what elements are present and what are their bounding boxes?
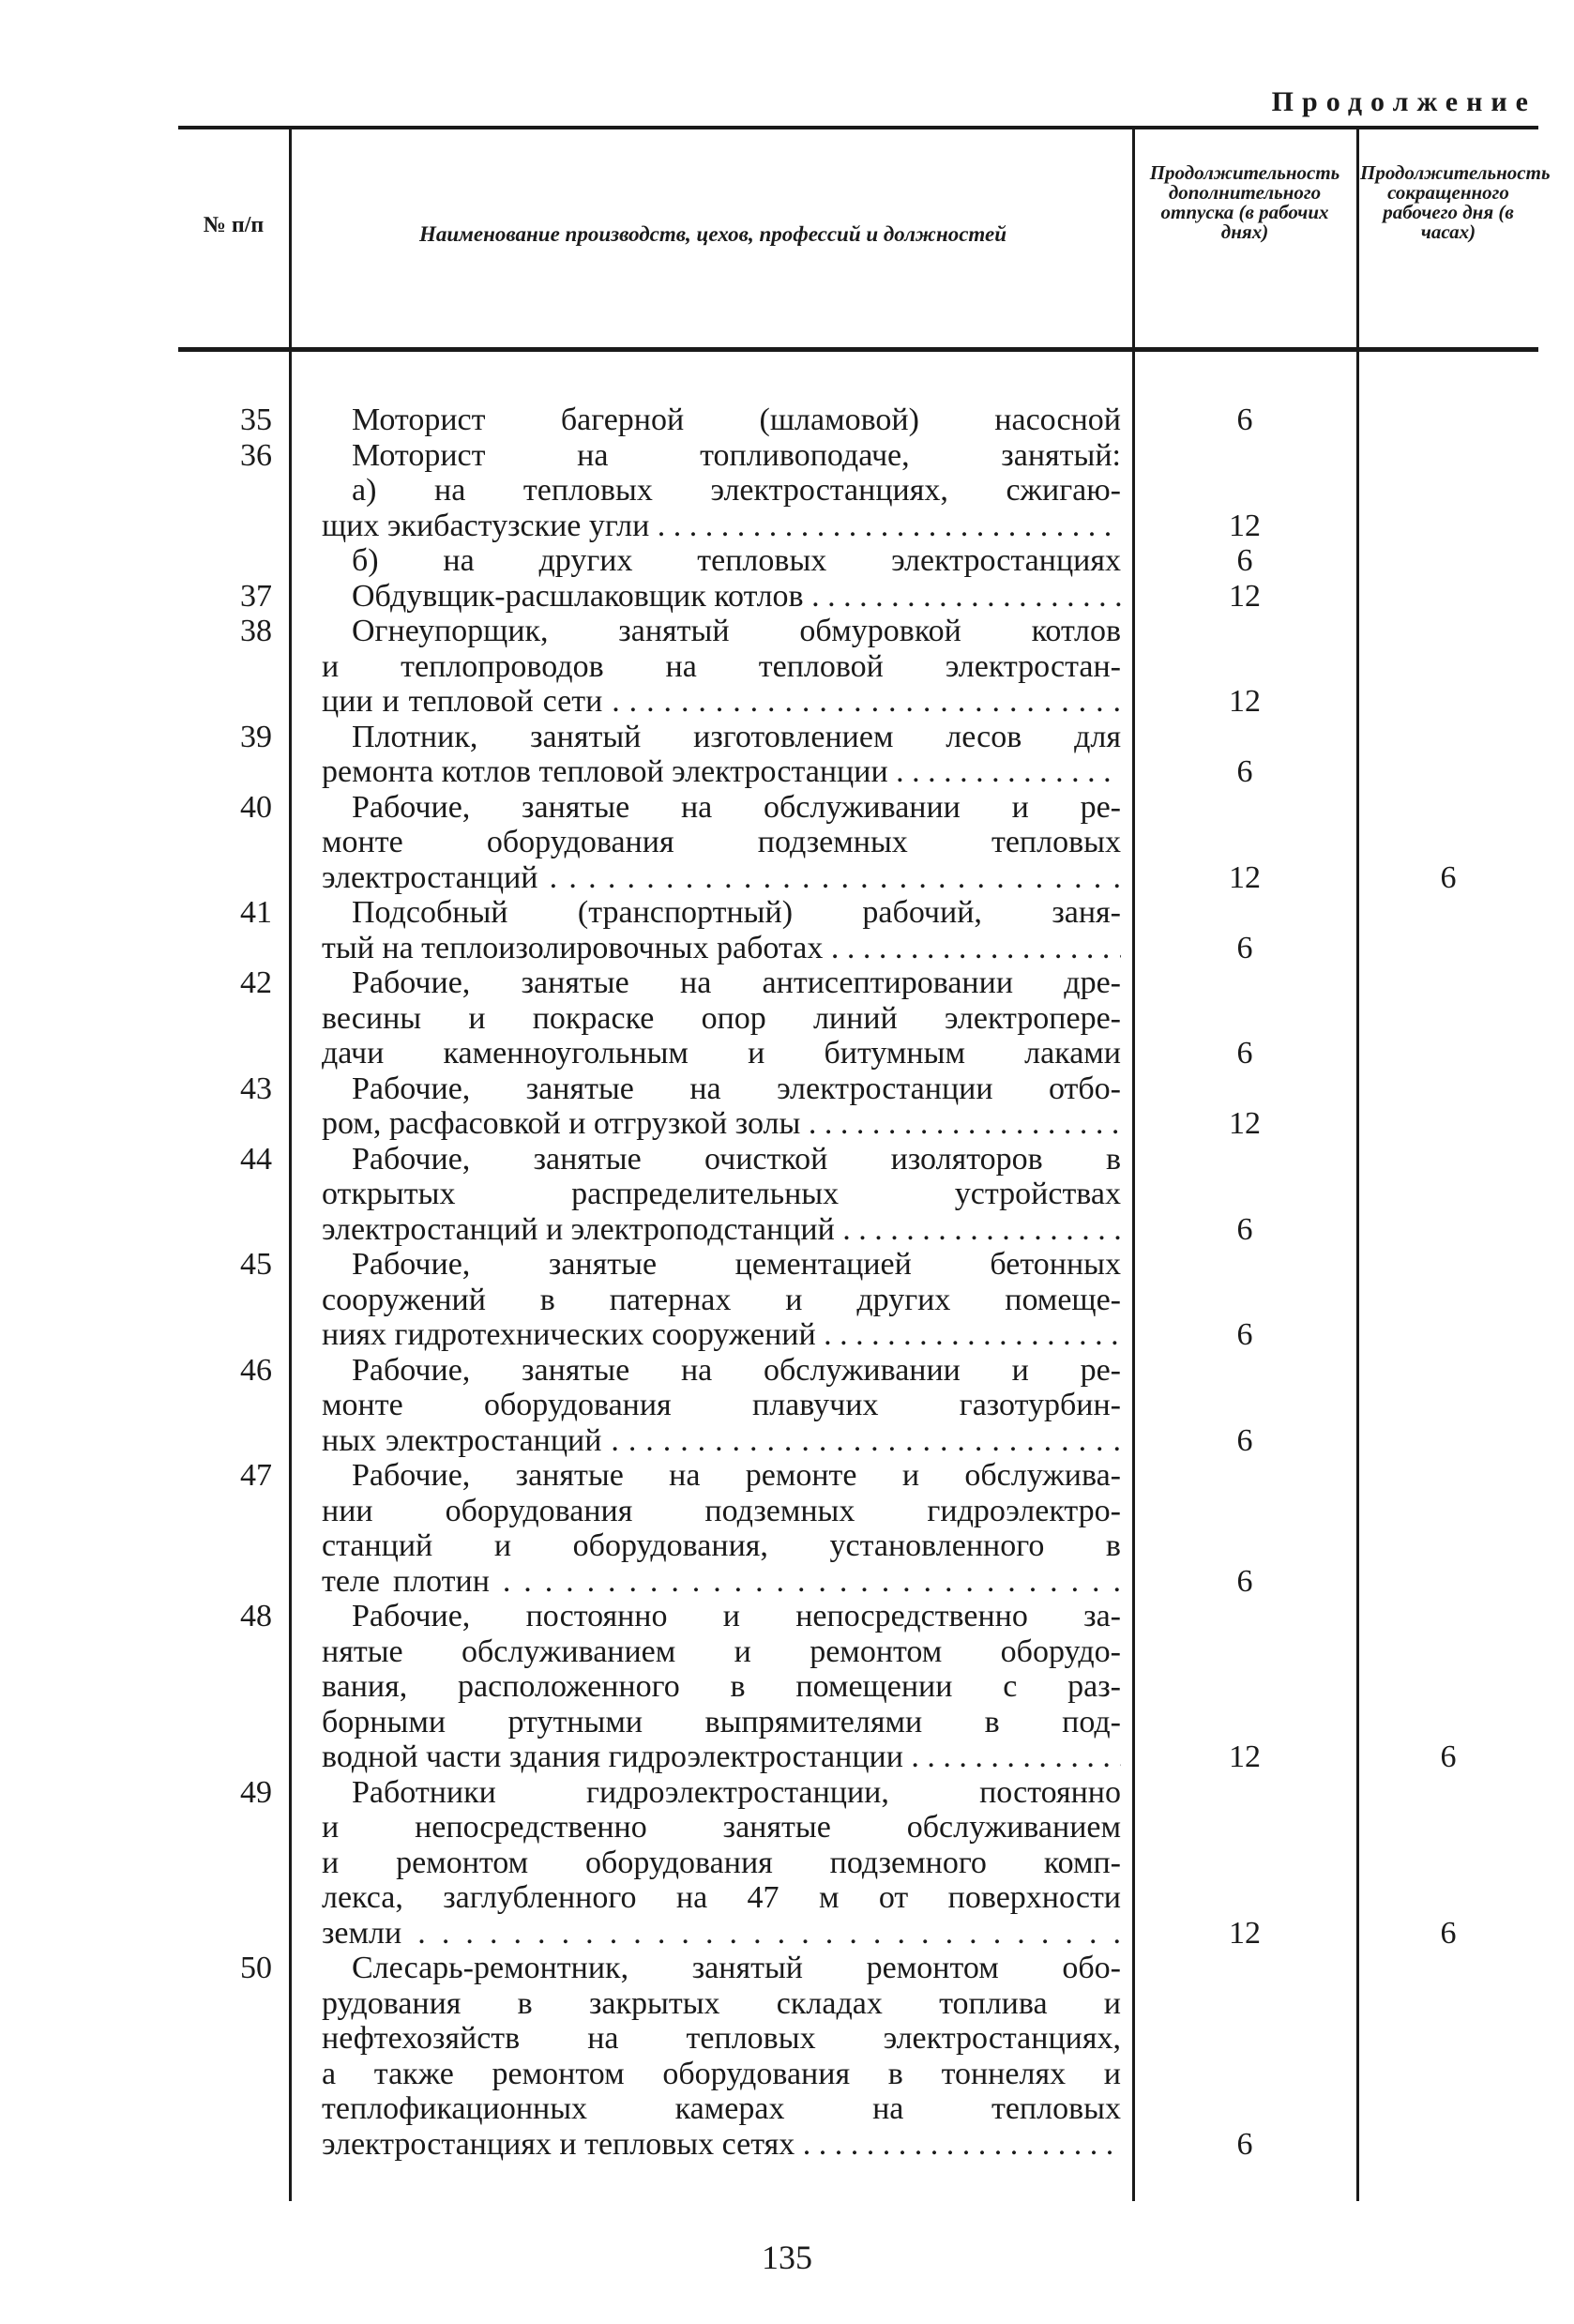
page-number: 135 bbox=[762, 2239, 812, 2276]
additional-leave-days: 12 bbox=[1229, 578, 1261, 614]
header-additional-leave: Продолжительность дополнительного отпуска (в рабочих днях) bbox=[1149, 161, 1340, 243]
additional-leave-days: 12 bbox=[1229, 1915, 1261, 1951]
row-description bbox=[322, 579, 1121, 615]
row-text-line: вания, расположенного в помещении с раз- bbox=[322, 1669, 1121, 1704]
table-row bbox=[0, 1247, 1574, 1353]
row-description bbox=[322, 895, 1121, 965]
table-row bbox=[0, 1142, 1574, 1248]
table-row bbox=[0, 1071, 1574, 1142]
row-text-line: сооружений в патернах и других помеще- bbox=[322, 1282, 1121, 1317]
row-number: 40 bbox=[240, 789, 272, 825]
row-text-line: Моторист багерной (шламовой) насосной bbox=[352, 403, 1121, 437]
row-text-line: ром, расфасовкой и отгрузкой золы . . . bbox=[322, 1106, 1121, 1142]
table-row bbox=[0, 1775, 1574, 1952]
row-text-line: Рабочие, занятые на обслуживании и ре- bbox=[352, 1352, 1121, 1388]
row-description bbox=[322, 1458, 1121, 1599]
row-text-line: электростанциях и тепловых сетях . . . bbox=[322, 2127, 1121, 2163]
shortened-day-hours: 6 bbox=[1440, 859, 1457, 895]
row-text-line: Рабочие, занятые на ремонте и обслужива- bbox=[352, 1458, 1121, 1493]
row-text-line: монте оборудования подземных тепловых bbox=[322, 825, 1121, 859]
row-text-line: и теплопроводов на тепловой электростан- bbox=[322, 648, 1121, 684]
row-text-line: теплофикационных камерах на тепловых bbox=[322, 2091, 1121, 2126]
row-number: 37 bbox=[240, 578, 272, 614]
additional-leave-days: 6 bbox=[1236, 403, 1253, 437]
row-text-line: Рабочие, занятые очисткой изоляторов в bbox=[352, 1141, 1121, 1177]
row-text-line: ремонта котлов тепловой электростанции . . . bbox=[322, 754, 1121, 790]
row-description bbox=[322, 1353, 1121, 1459]
row-text-line: нефтехозяйств на тепловых электростанциях, bbox=[322, 2021, 1121, 2056]
row-text-line: Подсобный (транспортный) рабочий, заня- bbox=[352, 895, 1121, 930]
table-row bbox=[0, 473, 1574, 543]
row-text-line: Рабочие, постоянно и непосредственно за- bbox=[352, 1599, 1121, 1633]
row-description bbox=[322, 614, 1121, 720]
row-text-line: нятые обслуживанием и ремонтом оборудо- bbox=[322, 1633, 1121, 1669]
table-row bbox=[0, 1458, 1574, 1599]
row-number: 38 bbox=[240, 614, 272, 648]
table-row bbox=[0, 895, 1574, 965]
table-row bbox=[0, 720, 1574, 790]
table-row bbox=[0, 790, 1574, 896]
additional-leave-days: 6 bbox=[1236, 754, 1253, 789]
row-description bbox=[322, 1599, 1121, 1775]
row-text-line: электростанций . . . bbox=[322, 860, 1121, 896]
row-number: 47 bbox=[240, 1458, 272, 1493]
row-text-line: и непосредственно занятые обслуживанием bbox=[322, 1810, 1121, 1845]
row-text-line: рудования в закрытых складах топлива и bbox=[322, 1985, 1121, 2021]
row-description bbox=[322, 1775, 1121, 1952]
row-text-line: и ремонтом оборудования подземного комп- bbox=[322, 1845, 1121, 1880]
additional-leave-days: 12 bbox=[1229, 1739, 1261, 1774]
row-description bbox=[322, 1247, 1121, 1353]
table-row bbox=[0, 543, 1574, 579]
row-number: 46 bbox=[240, 1352, 272, 1388]
row-text-line: станций и оборудования, установленного в bbox=[322, 1528, 1121, 1563]
row-text-line: Рабочие, занятые цементацией бетонных bbox=[352, 1247, 1121, 1282]
row-description bbox=[322, 1142, 1121, 1248]
row-text-line: Обдувщик-расшлаковщик котлов . . . bbox=[322, 579, 1121, 615]
row-description bbox=[322, 438, 1121, 474]
row-text-line: ных электростанций . . . bbox=[322, 1423, 1121, 1459]
row-text-line: Рабочие, занятые на обслуживании и ре- bbox=[352, 789, 1121, 825]
table-row bbox=[0, 1951, 1574, 2162]
row-text-line: Огнеупорщик, занятый обмуровкой котлов bbox=[352, 614, 1121, 648]
row-number: 50 bbox=[240, 1951, 272, 1985]
shortened-day-hours: 6 bbox=[1440, 1915, 1457, 1951]
row-number: 44 bbox=[240, 1141, 272, 1177]
row-text-line: ции и тепловой сети . . . bbox=[322, 684, 1121, 720]
row-text-line: а также ремонтом оборудования в тоннелях и bbox=[322, 2056, 1121, 2091]
row-number: 49 bbox=[240, 1774, 272, 1810]
row-text-line: нии оборудования подземных гидроэлектро- bbox=[322, 1493, 1121, 1528]
table-row bbox=[0, 1353, 1574, 1459]
header-number: № п/п bbox=[203, 213, 265, 237]
row-text-line: теле плотин . . . bbox=[322, 1564, 1121, 1600]
row-text-line: Слесарь-ремонтник, занятый ремонтом обо- bbox=[352, 1951, 1121, 1985]
row-text-line: а) на тепловых электростанциях, сжигаю- bbox=[352, 473, 1121, 508]
additional-leave-days: 12 bbox=[1229, 859, 1261, 895]
additional-leave-days: 6 bbox=[1236, 1422, 1253, 1458]
row-number: 42 bbox=[240, 965, 272, 1000]
row-text-line: Рабочие, занятые на электростанции отбо- bbox=[352, 1071, 1121, 1106]
additional-leave-days: 12 bbox=[1229, 684, 1261, 719]
header-name: Наименование производств, цехов, профессий и должностей bbox=[418, 222, 1007, 246]
row-description bbox=[322, 965, 1121, 1071]
row-text-line: Моторист на топливоподаче, занятый: bbox=[352, 437, 1121, 473]
row-text-line: Плотник, занятый изготовлением лесов для bbox=[352, 719, 1121, 754]
row-text-line: дачи каменноугольным и битумным лаками bbox=[322, 1036, 1121, 1071]
row-description bbox=[322, 1071, 1121, 1142]
table-row bbox=[0, 965, 1574, 1071]
additional-leave-days: 6 bbox=[1236, 543, 1253, 578]
continued-label: Продолжение bbox=[1271, 86, 1536, 117]
row-text-line: электростанций и электроподстанций . . . bbox=[322, 1212, 1121, 1248]
shortened-day-hours: 6 bbox=[1440, 1739, 1457, 1774]
row-text-line: Рабочие, занятые на антисептировании дре- bbox=[352, 965, 1121, 1000]
row-description bbox=[322, 1951, 1121, 2162]
header-shortened-day: Продолжительность сокращенного рабочего дня (в часах) bbox=[1360, 161, 1551, 243]
row-text-line: тый на теплоизолировочных работах . . . bbox=[322, 931, 1121, 966]
table-row bbox=[0, 579, 1574, 615]
table-row bbox=[0, 614, 1574, 720]
row-description bbox=[322, 543, 1121, 579]
additional-leave-days: 12 bbox=[1229, 1106, 1261, 1141]
additional-leave-days: 6 bbox=[1236, 1563, 1253, 1599]
row-number: 39 bbox=[240, 719, 272, 754]
row-text-line: весины и покраске опор линий электропере- bbox=[322, 1000, 1121, 1036]
row-number: 36 bbox=[240, 437, 272, 473]
additional-leave-days: 6 bbox=[1236, 1036, 1253, 1071]
additional-leave-days: 6 bbox=[1236, 930, 1253, 965]
row-text-line: монте оборудования плавучих газотурбин- bbox=[322, 1388, 1121, 1422]
additional-leave-days: 6 bbox=[1236, 1211, 1253, 1247]
table-header-rule bbox=[178, 347, 1538, 352]
row-text-line: лекса, заглубленного на 47 м от поверхности bbox=[322, 1880, 1121, 1915]
additional-leave-days: 6 bbox=[1236, 1317, 1253, 1352]
table-row bbox=[0, 403, 1574, 438]
table-top-rule bbox=[178, 126, 1538, 129]
row-description bbox=[322, 790, 1121, 896]
row-number: 48 bbox=[240, 1599, 272, 1633]
row-text-line: борными ртутными выпрямителями в под- bbox=[322, 1704, 1121, 1739]
table-row bbox=[0, 1599, 1574, 1775]
additional-leave-days: 12 bbox=[1229, 508, 1261, 543]
table-body bbox=[0, 403, 1574, 2162]
row-description bbox=[322, 473, 1121, 543]
row-text-line: Работники гидроэлектростанции, постоянно bbox=[352, 1774, 1121, 1810]
row-text-line: земли . . . bbox=[322, 1916, 1121, 1952]
row-text-line: ниях гидротехнических сооружений . . . bbox=[322, 1317, 1121, 1353]
row-number: 35 bbox=[240, 403, 272, 437]
row-text-line: открытых распределительных устройствах bbox=[322, 1177, 1121, 1211]
row-number: 41 bbox=[240, 895, 272, 930]
additional-leave-days: 6 bbox=[1236, 2126, 1253, 2162]
row-number: 43 bbox=[240, 1071, 272, 1106]
row-number: 45 bbox=[240, 1247, 272, 1282]
row-description bbox=[322, 720, 1121, 790]
row-text-line: щих экибастузские угли . . . bbox=[322, 509, 1121, 544]
row-text-line: б) на других тепловых электростанциях bbox=[352, 543, 1121, 578]
row-description bbox=[322, 403, 1121, 438]
row-text-line: водной части здания гидроэлектростанции . . . bbox=[322, 1739, 1121, 1775]
table-row bbox=[0, 438, 1574, 474]
